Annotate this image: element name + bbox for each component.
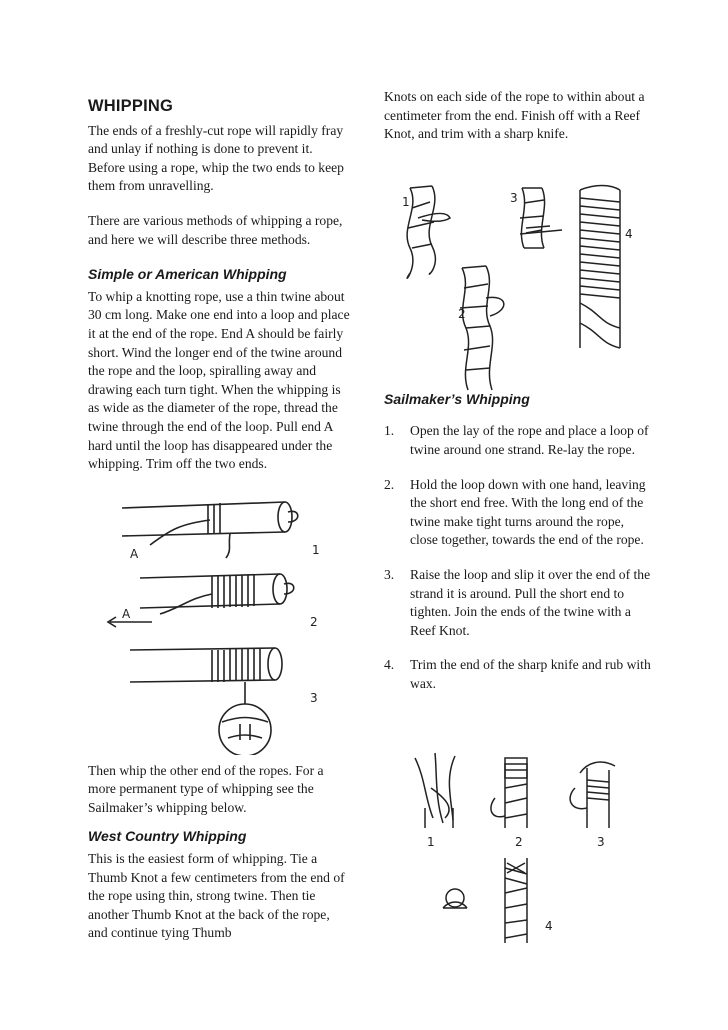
step-number: 3. [384, 566, 395, 582]
intro-paragraph-2: There are various methods of whipping a rope, and here we will describe three methods. [88, 212, 343, 247]
simple-whipping-heading: Simple or American Whipping [88, 266, 287, 283]
step-text: Trim the end of the sharp knife and rub with wax. [410, 657, 651, 691]
step-number: 4. [384, 657, 395, 673]
label-step-2: 2 [310, 615, 318, 629]
west-country-heading: West Country Whipping [88, 828, 247, 845]
step-number: 1. [384, 423, 395, 439]
step-text: Hold the loop down with one hand, leaving the short end free. With the long end of the twine make tight turns around the rope, close together, towards the end of the rope. [410, 476, 646, 548]
label-4: 4 [545, 919, 553, 933]
step-text: Raise the loop and slip it over the end of the strand it is around. Pull the short end to tighten. Join the ends of the twine with a Reef Knot. [410, 566, 651, 638]
label-step-3: 3 [310, 691, 318, 705]
label-a-1: A [130, 547, 139, 561]
sailmaker-figure [395, 748, 655, 948]
intro-paragraph-1: The ends of a freshly-cut rope will rapidly fray and unlay if nothing is done to prevent it. Before using a rope, whip the two ends to keep them from unravelling. [88, 122, 344, 194]
sailmaker-heading: Sailmaker’s Whipping [384, 390, 530, 407]
label-2: 2 [458, 307, 466, 321]
american-whipping-figure [100, 490, 350, 755]
list-item [384, 656, 654, 693]
label-3: 3 [597, 835, 605, 849]
page-title: WHIPPING [88, 97, 174, 115]
label-1: 1 [427, 835, 435, 849]
list-item [384, 476, 654, 550]
continued-text: Knots on each side of the rope to within about a centimeter from the end. Finish off with a Reef Knot, and trim with a sharp knife. [384, 89, 645, 142]
label-a-2: A [122, 607, 131, 621]
label-3: 3 [510, 191, 518, 205]
step-number: 2. [384, 476, 395, 492]
list-item [384, 422, 654, 459]
simple-whipping-text: To whip a knotting rope, use a thin twine about 30 cm long. Make one end into a loop and place it at the end of the rope. End A should be fairly short. Wind the longer end of the twine around the rope and the loop, spiralling away and drawing each turn tight. When the whipping is as wide as the diameter of the rope, thread the twine through the end of the loop. Pull end A hard until the loop has disappeared under the whipping. Trim off the two ends. [88, 288, 350, 472]
after-figure-text: Then whip the other end of the ropes. For a more permanent type of whipping see the Sailmaker’s whipping below. [88, 762, 324, 815]
label-4: 4 [625, 227, 633, 241]
west-country-text: This is the easiest form of whipping. Tie a Thumb Knot a few centimeters from the end of the rope using thin, strong twine. Then tie another Thumb Knot at the back of the rope, and continue tying Thumb [88, 851, 345, 941]
list-item [384, 566, 654, 640]
step-text: Open the lay of the rope and place a loop of twine around one strand. Re-lay the rope. [410, 423, 649, 457]
label-step-1: 1 [312, 543, 320, 557]
sailmaker-steps [384, 422, 654, 693]
label-2: 2 [515, 835, 523, 849]
west-country-figure [390, 178, 650, 398]
label-1: 1 [402, 195, 410, 209]
